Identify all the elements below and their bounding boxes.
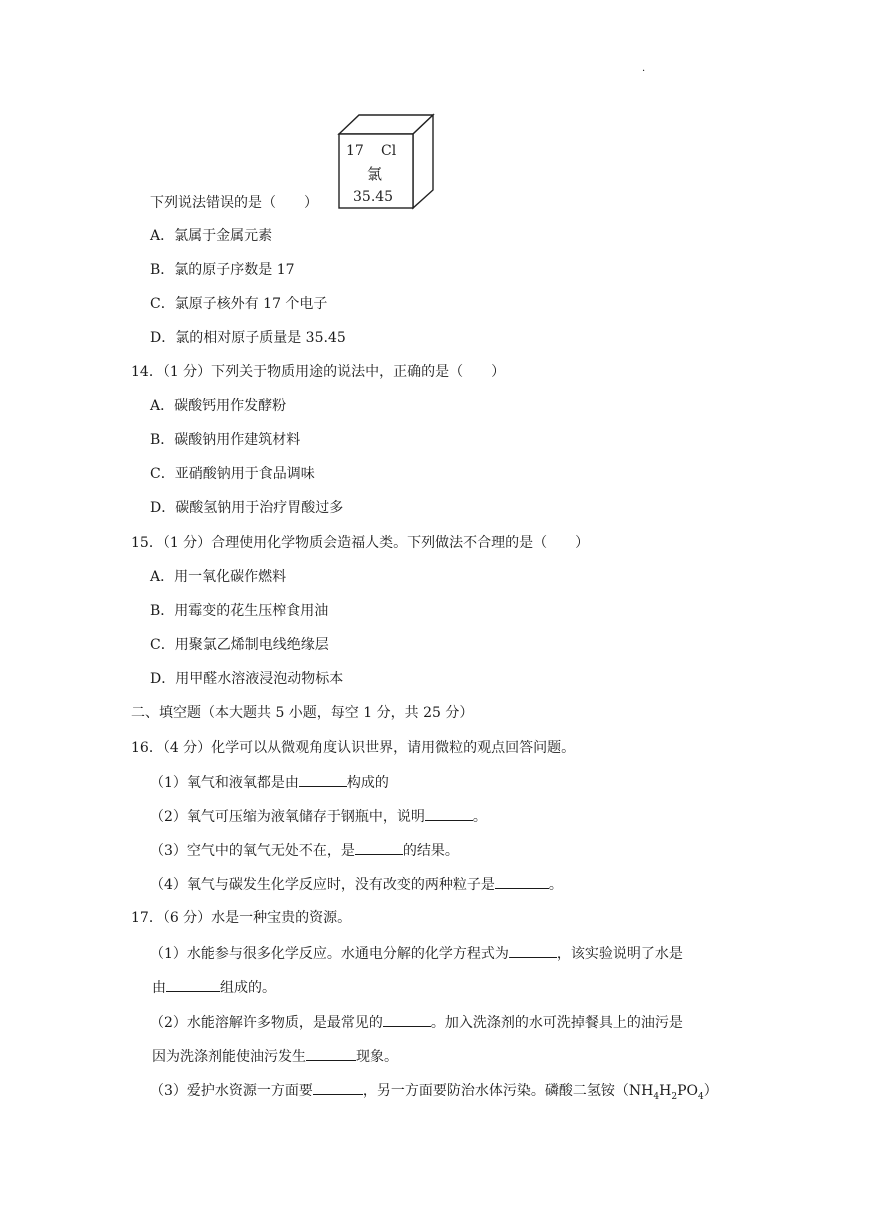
q15-stem: 15．（1 分）合理使用化学物质会造福人类。下列做法不合理的是（ ） — [131, 535, 590, 551]
q16-part-3 — [150, 840, 459, 861]
q17-p3-text-b: ，另一方面要防治水体污染。磷酸二氢铵（NH — [362, 1083, 654, 1099]
formula-part: H — [659, 1083, 672, 1099]
q17-p2-text-a: （2）水能溶解许多物质，是最常见的 — [150, 1015, 383, 1031]
q17-part-1 — [150, 943, 683, 964]
q17-p1-text-d: 组成的。 — [220, 980, 276, 996]
q15-option-a: A．用一氧化碳作燃料 — [150, 569, 287, 585]
q15-option-b: B．用霉变的花生压榨食用油 — [150, 603, 329, 619]
q17-p2-text-d: 现象。 — [356, 1049, 398, 1065]
q17-p3-text-a: （3）爱护水资源一方面要 — [150, 1083, 313, 1099]
q13-option-d: D．氯的相对原子质量是 35.45 — [150, 330, 346, 346]
q13-stem: 下列说法错误的是（ ） — [150, 195, 318, 211]
q16-p1-text-a: （1）氧气和液氧都是由 — [150, 775, 299, 791]
q16-p4-text-b: 。 — [548, 877, 563, 893]
formula-subscript: 2 — [671, 1091, 678, 1102]
q14-option-a: A．碳酸钙用作发酵粉 — [150, 398, 287, 414]
q17-p1-text-a: （1）水能参与很多化学反应。水通电分解的化学方程式为 — [150, 946, 509, 962]
q16-part-1 — [150, 772, 389, 793]
q13-option-a: A．氯属于金属元素 — [150, 228, 273, 244]
q14-option-d: D．碳酸氢钠用于治疗胃酸过多 — [150, 500, 344, 516]
answer-blank[interactable] — [299, 772, 347, 787]
q16-p4-text-a: （4）氧气与碳发生化学反应时，没有改变的两种粒子是 — [150, 877, 495, 893]
q15-option-c: C．用聚氯乙烯制电线绝缘层 — [150, 637, 329, 653]
q14-option-c: C．亚硝酸钠用于食品调味 — [150, 466, 315, 482]
element-name: 氯 — [367, 165, 383, 183]
q16-part-2 — [150, 806, 487, 827]
answer-blank[interactable] — [166, 977, 220, 992]
q16-stem: 16．（4 分）化学可以从微观角度认识世界，请用微粒的观点回答问题。 — [131, 740, 576, 756]
q17-part-2-cont — [152, 1046, 398, 1067]
answer-blank[interactable] — [306, 1046, 356, 1061]
q14-stem: 14．（1 分）下列关于物质用途的说法中，正确的是（ ） — [131, 364, 506, 380]
section-2-heading: 二、填空题（本大题共 5 小题，每空 1 分，共 25 分） — [131, 705, 474, 721]
q16-p1-text-b: 构成的 — [346, 775, 389, 791]
q16-part-4 — [150, 874, 563, 895]
q17-stem: 17．（6 分）水是一种宝贵的资源。 — [131, 910, 352, 926]
element-symbol: Cl — [381, 143, 397, 159]
q17-part-3 — [150, 1080, 718, 1107]
q15-option-d: D．用甲醛水溶液浸泡动物标本 — [150, 671, 344, 687]
q16-p2-text-b: 。 — [472, 809, 487, 825]
q17-part-1-cont — [152, 977, 276, 998]
q17-p2-text-c: 因为洗涤剂能使油污发生 — [152, 1049, 306, 1065]
answer-blank[interactable] — [495, 874, 549, 889]
chlorine-element-card — [333, 112, 437, 212]
formula-subscript: 4 — [697, 1091, 704, 1102]
q13-option-b: B．氯的原子序数是 17 — [150, 262, 295, 278]
q17-part-2 — [150, 1012, 683, 1033]
q16-p3-text-a: （3）空气中的氧气无处不在，是 — [150, 843, 355, 859]
q17-p2-text-b: 。加入洗涤剂的水可洗掉餐具上的油污是 — [430, 1015, 683, 1031]
atomic-mass: 35.45 — [353, 189, 394, 205]
answer-blank[interactable] — [509, 943, 557, 958]
q17-p1-text-b: ，该实验说明了水是 — [556, 946, 683, 962]
answer-blank[interactable] — [355, 840, 403, 855]
q13-option-c: C．氯原子核外有 17 个电子 — [150, 296, 328, 312]
q17-p1-text-c: 由 — [152, 980, 166, 996]
header-mark: · — [642, 66, 646, 77]
answer-blank[interactable] — [313, 1080, 363, 1095]
answer-blank[interactable] — [425, 806, 473, 821]
answer-blank[interactable] — [383, 1012, 431, 1027]
atomic-number: 17 — [346, 143, 364, 159]
q16-p3-text-b: 的结果。 — [402, 843, 459, 859]
q16-p2-text-a: （2）氧气可压缩为液氧储存于钢瓶中，说明 — [150, 809, 425, 825]
formula-part: PO — [677, 1083, 698, 1099]
formula-close: ） — [703, 1083, 718, 1099]
formula-subscript: 4 — [653, 1091, 660, 1102]
q14-option-b: B．碳酸钠用作建筑材料 — [150, 432, 301, 448]
